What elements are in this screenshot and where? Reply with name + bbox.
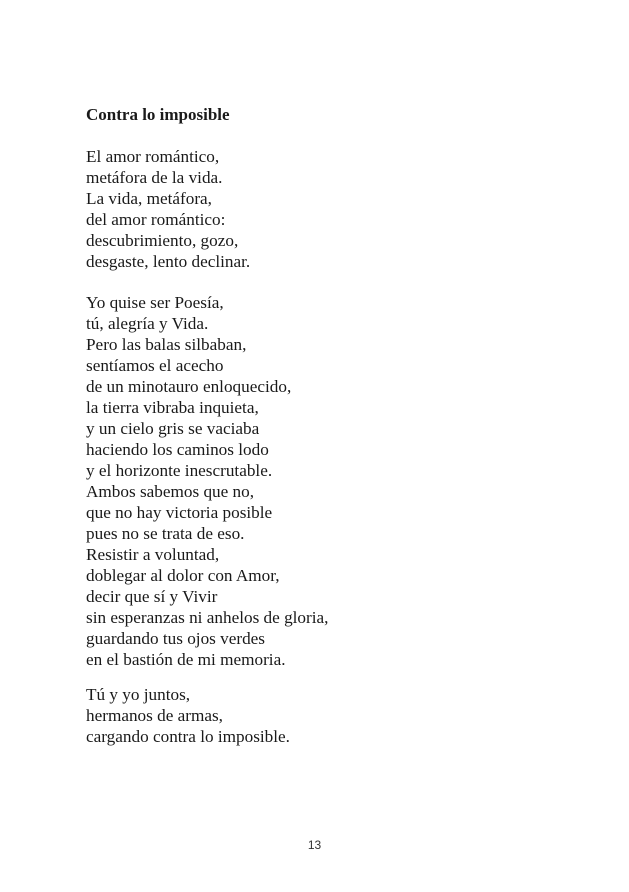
verse-line: del amor romántico: xyxy=(86,210,226,229)
verse-line: sin esperanzas ni anhelos de gloria, xyxy=(86,608,329,627)
verse-line: en el bastión de mi memoria. xyxy=(86,650,286,669)
verse-line: La vida, metáfora, xyxy=(86,189,212,208)
verse-line: cargando contra lo imposible. xyxy=(86,727,290,746)
verse-line: desgaste, lento declinar. xyxy=(86,252,251,271)
stanza-3 xyxy=(86,684,290,747)
stanza-1 xyxy=(86,146,250,272)
verse-line: decir que sí y Vivir xyxy=(86,587,218,606)
verse-line: y el horizonte inescrutable. xyxy=(86,461,273,480)
verse-line: que no hay victoria posible xyxy=(86,503,273,522)
verse-line: sentíamos el acecho xyxy=(86,356,224,375)
stanza-2 xyxy=(86,292,328,670)
verse-line: haciendo los caminos lodo xyxy=(86,440,269,459)
verse-line: metáfora de la vida. xyxy=(86,168,223,187)
verse-line: Tú y yo juntos, xyxy=(86,685,191,704)
verse-line: y un cielo gris se vaciaba xyxy=(86,419,260,438)
verse-line: Pero las balas silbaban, xyxy=(86,335,247,354)
verse-line: doblegar al dolor con Amor, xyxy=(86,566,280,585)
verse-line: la tierra vibraba inquieta, xyxy=(86,398,259,417)
verse-line: pues no se trata de eso. xyxy=(86,524,245,543)
verse-line: guardando tus ojos verdes xyxy=(86,629,266,648)
verse-line: de un minotauro enloquecido, xyxy=(86,377,292,396)
verse-line: hermanos de armas, xyxy=(86,706,223,725)
verse-line: tú, alegría y Vida. xyxy=(86,314,209,333)
verse-line: Ambos sabemos que no, xyxy=(86,482,255,501)
poem-title: Contra lo imposible xyxy=(86,105,230,124)
page-number: 13 xyxy=(307,838,322,852)
verse-line: descubrimiento, gozo, xyxy=(86,231,239,250)
verse-line: Yo quise ser Poesía, xyxy=(86,293,224,312)
verse-line: Resistir a voluntad, xyxy=(86,545,220,564)
verse-line: El amor romántico, xyxy=(86,147,220,166)
